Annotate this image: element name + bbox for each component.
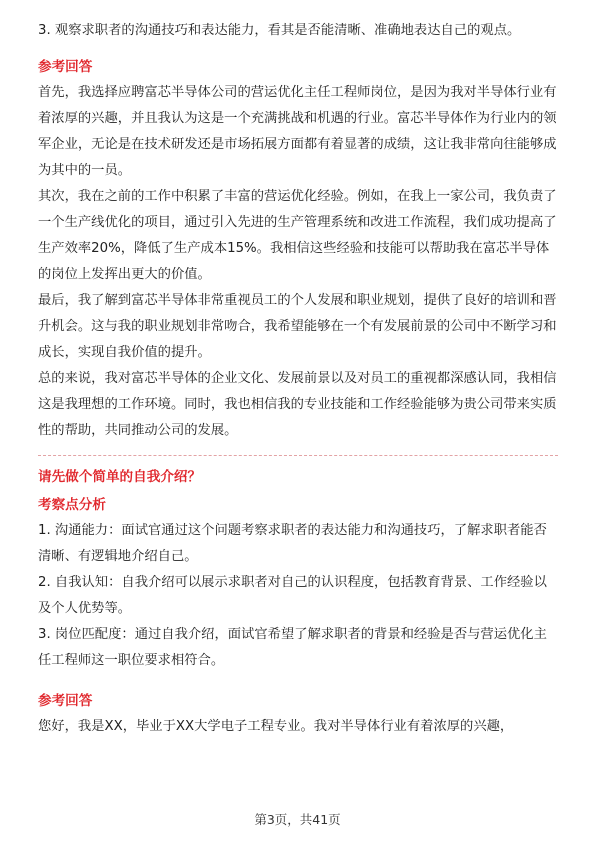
answer-paragraph-3: 最后，我了解到富芯半导体非常重视员工的个人发展和职业规划，提供了良好的培训和晋升机会。这与我的职业规划非常吻合，我希望能够在一个有发展前景的公司中不断学习和成长，实现自我价值的提升。 — [38, 293, 557, 360]
question-title: 请先做个简单的自我介绍？ — [38, 469, 202, 485]
document-body — [38, 18, 558, 740]
analysis-item-1: 1. 沟通能力：面试官通过这个问题考察求职者的表达能力和沟通技巧，了解求职者能否清晰、有逻辑地介绍自己。 — [38, 523, 547, 564]
answer-paragraph-1: 您好，我是XX，毕业于XX大学电子工程专业。我对半导体行业有着浓厚的兴趣， — [38, 719, 514, 734]
analysis-item-3: 3. 观察求职者的沟通技巧和表达能力，看其是否能清晰、准确地表达自己的观点。 — [38, 23, 521, 38]
analysis-item-2: 2. 自我认知：自我介绍可以展示求职者对自己的认识程度，包括教育背景、工作经验以及个人优势等。 — [38, 575, 547, 616]
answer-heading: 参考回答 — [38, 693, 93, 709]
answer-paragraph-4: 总的来说，我对富芯半导体的企业文化、发展前景以及对员工的重视都深感认同，我相信这是我理想的工作环境。同时，我也相信我的专业技能和工作经验能够为贵公司带来实质性的帮助，共同推动公司的发展。 — [38, 371, 557, 438]
answer-paragraph-2: 其次，我在之前的工作中积累了丰富的营运优化经验。例如，在我上一家公司，我负责了一个生产线优化的项目，通过引入先进的生产管理系统和改进工作流程，我们成功提高了生产效率20%，降低了生产成本15%。我相信这些经验和技能可以帮助我在富芯半导体的岗位上发挥出更大的价值。 — [38, 189, 557, 282]
section-divider — [38, 455, 558, 456]
analysis-item-3: 3. 岗位匹配度：通过自我介绍，面试官希望了解求职者的背景和经验是否与营运优化主任工程师这一职位要求相符合。 — [38, 627, 547, 668]
answer-paragraph-1: 首先，我选择应聘富芯半导体公司的营运优化主任工程师岗位，是因为我对半导体行业有着浓厚的兴趣，并且我认为这是一个充满挑战和机遇的行业。富芯半导体作为行业内的领军企业，无论是在技术研发还是市场拓展方面都有着显著的成绩，这让我非常向往能够成为其中的一员。 — [38, 85, 557, 178]
answer-heading: 参考回答 — [38, 59, 93, 75]
page-number: 第3页，共41页 — [254, 812, 341, 827]
analysis-heading: 考察点分析 — [38, 497, 106, 513]
